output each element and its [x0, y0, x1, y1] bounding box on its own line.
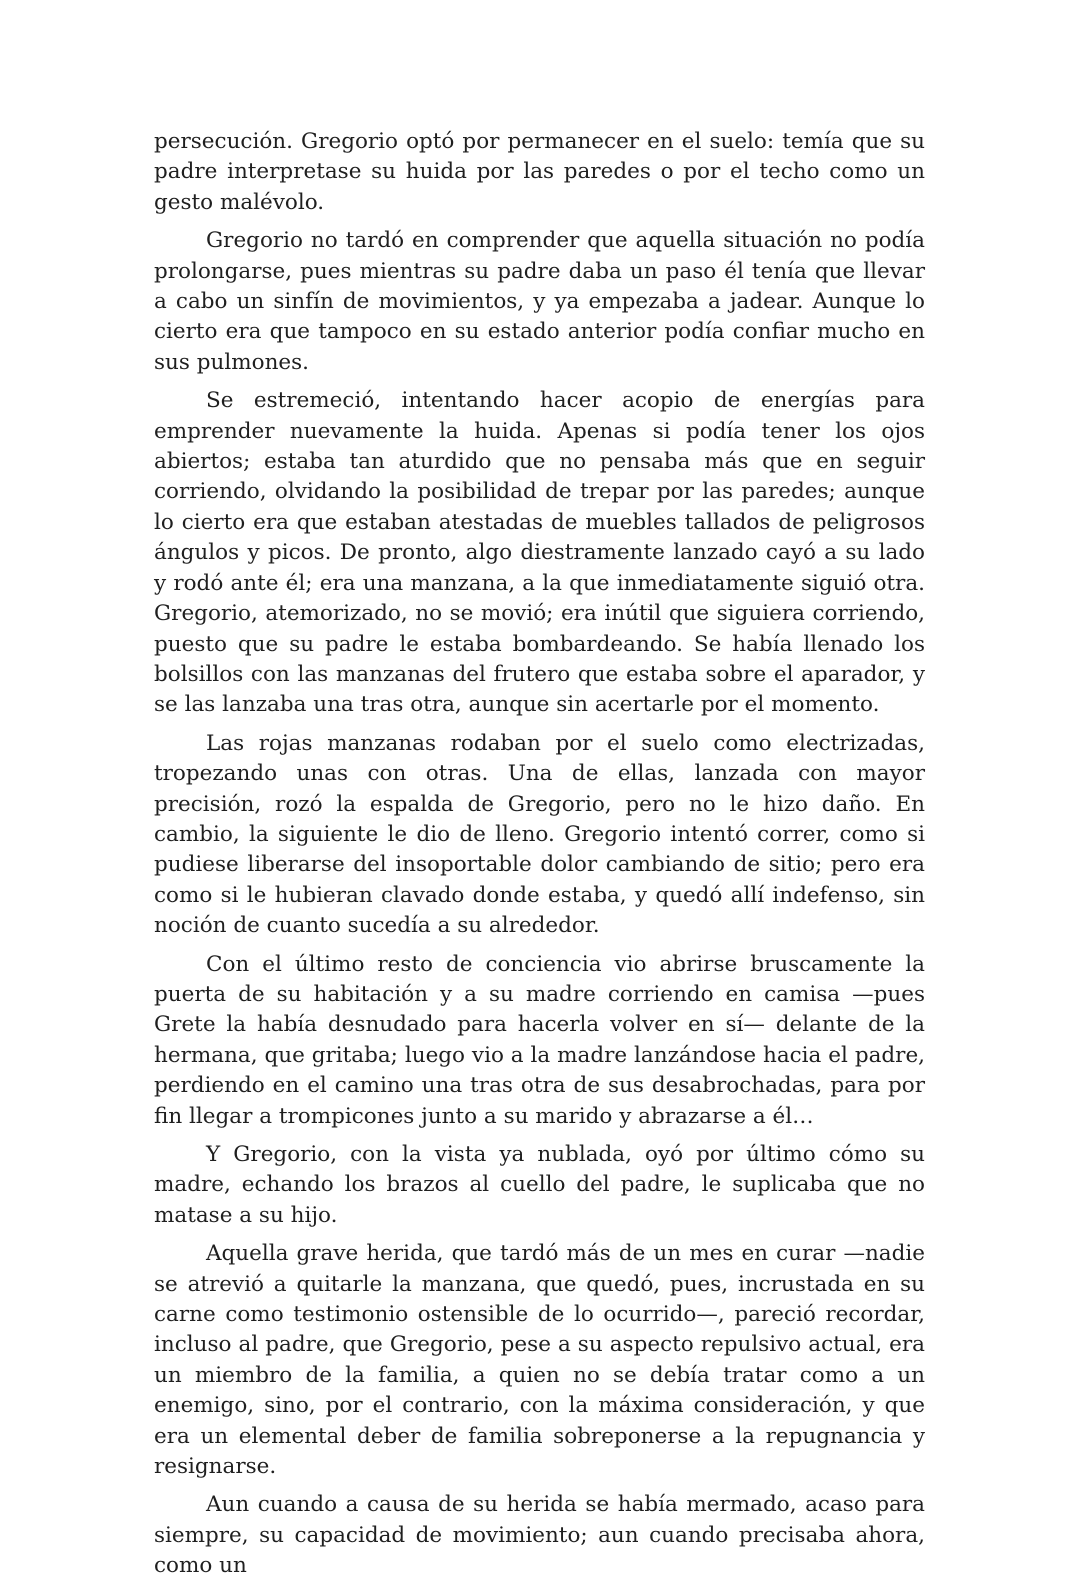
paragraph: Y Gregorio, con la vista ya nublada, oyó por último cómo su madre, echando los brazos al cuello del padre, le suplicaba que no matase a su hijo. — [154, 1142, 925, 1228]
paragraph: Gregorio no tardó en comprender que aquella situación no podía prolongarse, pues mientras su padre daba un paso él tenía que llevar a cabo un sinfín de movimientos, y ya empezaba a jadear. Aunque lo cierto era que tampoco en su estado anterior podía confiar mucho en sus pulmones. — [154, 228, 925, 375]
page-body — [154, 127, 925, 1582]
paragraph: Aun cuando a causa de su herida se había mermado, acaso para siempre, su capacidad de movimiento; aun cuando precisaba ahora, como un — [154, 1492, 925, 1579]
paragraph: Con el último resto de conciencia vio abrirse bruscamente la puerta de su habitación y a su madre corriendo en camisa —pues Grete la había desnudado para hacerla volver en sí— delante de la hermana, que gritaba; luego vio a la madre lanzándose hacia el padre, perdiendo en el camino una tras otra de sus desabrochadas, para por fin llegar a trompicones junto a su marido y abrazarse a él… — [154, 951, 925, 1129]
paragraph: Aquella grave herida, que tardó más de un mes en curar —nadie se atrevió a quitarle la manzana, que quedó, pues, incrustada en su carne como testimonio ostensible de lo ocurrido—, pareció recordar, incluso al padre, que Gregorio, pese a su aspecto repulsivo actual, era un miembro de la familia, a quien no se debía tratar como a un enemigo, sino, por el contrario, con la máxima consideración, y que era un elemental deber de familia sobreponerse a la repugnancia y resignarse. — [154, 1241, 925, 1480]
paragraph: Se estremeció, intentando hacer acopio de energías para emprender nuevamente la huida. Apenas si podía tener los ojos abiertos; estaba tan aturdido que no pensaba más que en seguir corriendo, olvidando la posibilidad de trepar por las paredes; aunque lo cierto era que estaban atestadas de muebles tallados de peligrosos ángulos y picos. De pronto, algo diestramente lanzado cayó a su lado y rodó ante él; era una manzana, a la que inmediatamente siguió otra. Gregorio, atemorizado, no se movió; era inútil que siguiera corriendo, puesto que su padre le estaba bombardeando. Se había llenado los bolsillos con las manzanas del frutero que estaba sobre el aparador, y se las lanzaba una tras otra, aunque sin acertarle por el momento. — [154, 388, 925, 718]
paragraph: persecución. Gregorio optó por permanecer en el suelo: temía que su padre interpretase su huida por las paredes o por el techo como un gesto malévolo. — [154, 129, 925, 215]
paragraph: Las rojas manzanas rodaban por el suelo como electrizadas, tropezando unas con otras. Una de ellas, lanzada con mayor precisión, rozó la espalda de Gregorio, pero no le hizo daño. En cambio, la siguiente le dio de lleno. Gregorio intentó correr, como si pudiese liberarse del insoportable dolor cambiando de sitio; pero era como si le hubieran clavado donde estaba, y quedó allí indefenso, sin noción de cuanto sucedía a su alrededor. — [154, 730, 925, 939]
